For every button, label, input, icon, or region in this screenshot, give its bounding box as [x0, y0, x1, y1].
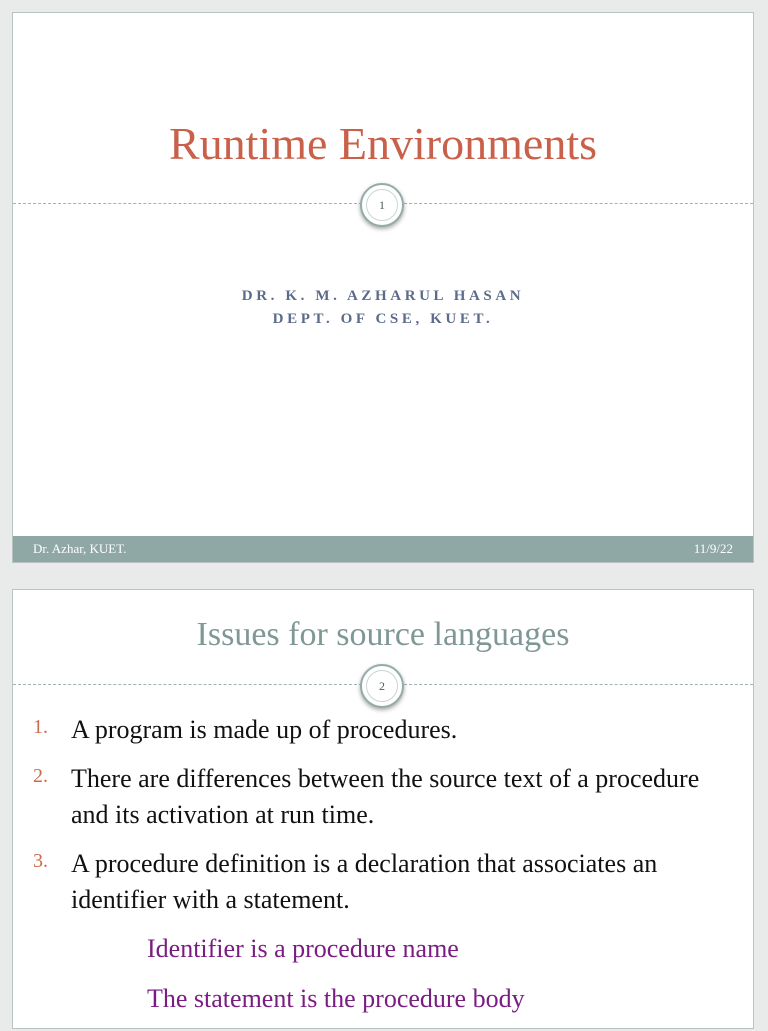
- list-item: [33, 846, 723, 918]
- author-name: DR. K. M. AZHARUL HASAN: [241, 288, 525, 304]
- list-number: 1.: [33, 716, 48, 738]
- sub-list-item: [33, 981, 723, 1017]
- list-item: [33, 761, 723, 833]
- list-number: 3.: [33, 850, 48, 872]
- slide-footer: [13, 536, 753, 562]
- list-text: There are differences between the source text of a procedure and its activation at run time.: [71, 764, 700, 829]
- footer-author: Dr. Azhar, KUET.: [33, 541, 127, 556]
- list-number: 2.: [33, 765, 48, 787]
- list-text: A procedure definition is a declaration that associates an identifier with a statement.: [71, 849, 658, 914]
- author-block: [13, 285, 753, 331]
- slide-number-badge: [360, 664, 404, 708]
- slide-title: Issues for source languages: [196, 616, 570, 653]
- footer-date: 11/9/22: [693, 541, 733, 556]
- slide-number-badge: [360, 183, 404, 227]
- list-item: [33, 712, 723, 748]
- slide-title: Runtime Environments: [168, 118, 597, 169]
- list-text: A program is made up of procedures.: [71, 715, 458, 744]
- slide-2: [12, 589, 754, 1029]
- sub-list-text: Identifier is a procedure name: [147, 934, 459, 963]
- sub-list-text: The statement is the procedure body: [147, 984, 525, 1013]
- sub-list-item: [33, 931, 723, 967]
- numbered-list: [33, 712, 723, 1031]
- slide-number: 2: [366, 670, 398, 702]
- slide-number: 1: [366, 189, 398, 221]
- slide-1: [12, 12, 754, 563]
- author-dept: DEPT. OF CSE, KUET.: [272, 311, 494, 327]
